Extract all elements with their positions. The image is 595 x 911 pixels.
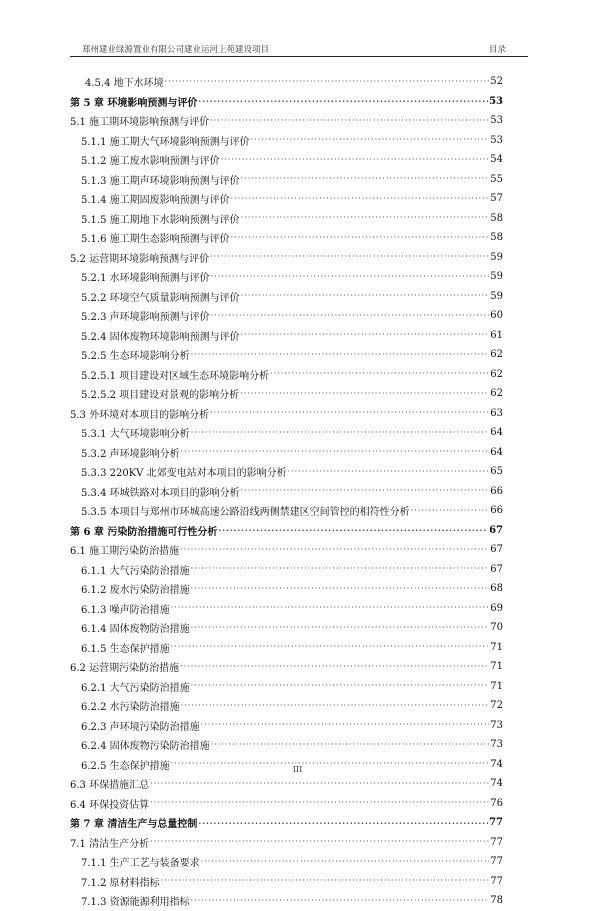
toc-entry[interactable] xyxy=(70,111,503,131)
toc-entry-title: 6.1.2 废水污染防治措施 xyxy=(81,585,190,597)
toc-dot-leader xyxy=(201,720,490,730)
toc-entry-page: 74 xyxy=(490,758,503,770)
toc-entry-page: 66 xyxy=(490,505,503,517)
toc-entry-page: 52 xyxy=(490,76,503,88)
toc-entry-page: 61 xyxy=(490,329,503,341)
toc-entry-page: 58 xyxy=(490,212,503,224)
toc-dot-leader xyxy=(270,369,489,379)
toc-dot-leader xyxy=(241,213,490,223)
toc-entry-title: 7.1.1 生产工艺与装备要求 xyxy=(81,858,200,870)
toc-entry[interactable] xyxy=(70,774,503,794)
toc-entry-title: 第 7 章 清洁生产与总量控制 xyxy=(70,819,198,831)
toc-entry[interactable] xyxy=(70,657,503,677)
toc-entry-title: 5.3.2 声环境影响分析 xyxy=(81,448,180,460)
toc-dot-leader xyxy=(161,876,490,886)
toc-dot-leader xyxy=(165,77,490,87)
toc-entry-page: 67 xyxy=(490,544,503,556)
toc-entry-page: 71 xyxy=(490,661,503,673)
page-number: III xyxy=(292,765,303,774)
toc-entry-title: 5.3.5 本项目与郑州市环城高速公路沿线两侧禁建区空间管控的相符性分析 xyxy=(81,507,410,519)
toc-dot-leader xyxy=(211,740,490,750)
toc-entry[interactable] xyxy=(70,540,503,560)
toc-dot-leader xyxy=(150,779,489,789)
toc-dot-leader xyxy=(198,96,488,106)
toc-entry[interactable] xyxy=(70,267,503,287)
toc-dot-leader xyxy=(191,350,490,360)
toc-entry-title: 5.3 外环境对本项目的影响分析 xyxy=(70,409,210,421)
toc-dot-leader xyxy=(180,662,489,672)
toc-dot-leader xyxy=(211,311,490,321)
toc-entry-title: 6.1.5 生态保护措施 xyxy=(81,643,170,655)
toc-entry-page: 53 xyxy=(490,134,503,146)
toc-entry-title: 5.3.3 220KV 北郊变电站对本项目的影响分析 xyxy=(81,468,287,480)
toc-dot-leader xyxy=(241,174,490,184)
toc-entry-page: 67 xyxy=(490,563,503,575)
toc-entry-title: 6.2.5 生态保护措施 xyxy=(81,760,170,772)
toc-entry-title: 6.4 环保投资估算 xyxy=(70,799,150,811)
toc-dot-leader xyxy=(180,545,489,555)
toc-dot-leader xyxy=(251,135,490,145)
toc-entry[interactable] xyxy=(70,579,503,599)
toc-entry[interactable] xyxy=(70,794,503,814)
toc-entry[interactable] xyxy=(70,443,503,463)
toc-entry-title: 5.1.5 施工期地下水影响预测与评价 xyxy=(81,214,240,226)
toc-dot-leader xyxy=(241,486,490,496)
toc-entry-page: 69 xyxy=(490,602,503,614)
toc-entry-title: 5.2.4 固体废物环境影响预测与评价 xyxy=(81,331,240,343)
toc-entry[interactable] xyxy=(70,852,503,872)
toc-entry-page: 53 xyxy=(490,115,503,127)
toc-entry-title: 6.2.2 水污染防治措施 xyxy=(81,702,180,714)
toc-entry[interactable] xyxy=(70,735,503,755)
toc-entry[interactable] xyxy=(70,404,503,424)
toc-entry-page: 73 xyxy=(490,739,503,751)
toc-entry[interactable] xyxy=(70,423,503,443)
toc-dot-leader xyxy=(210,116,489,126)
toc-entry-title: 7.1 清洁生产分析 xyxy=(70,838,150,850)
toc-entry-title: 第 5 章 环境影响预测与评价 xyxy=(70,97,198,109)
toc-entry-page: 70 xyxy=(490,622,503,634)
toc-entry-page: 53 xyxy=(489,95,503,107)
toc-entry-title: 6.2.1 大气污染防治措施 xyxy=(81,682,190,694)
toc-entry-title: 6.1.3 噪声防治措施 xyxy=(81,604,170,616)
toc-entry[interactable] xyxy=(70,326,503,346)
toc-entry-page: 60 xyxy=(490,310,503,322)
toc-entry-page: 64 xyxy=(490,427,503,439)
toc-entry[interactable] xyxy=(70,872,503,892)
toc-entry-title: 5.2.1 水环境影响预测与评价 xyxy=(81,273,210,285)
toc-entry-page: 58 xyxy=(490,232,503,244)
toc-entry-title: 5.1.2 施工废水影响预测与评价 xyxy=(81,156,220,168)
toc-entry-page: 77 xyxy=(490,856,503,868)
toc-entry[interactable] xyxy=(70,696,503,716)
toc-entry[interactable] xyxy=(70,638,503,658)
toc-entry[interactable] xyxy=(70,560,503,580)
toc-entry[interactable] xyxy=(70,306,503,326)
toc-entry-page: 64 xyxy=(490,446,503,458)
toc-dot-leader xyxy=(191,896,490,906)
toc-entry-page: 77 xyxy=(490,875,503,887)
toc-entry-title: 5.1.1 施工期大气环境影响预测与评价 xyxy=(81,136,250,148)
toc-entry-page: 77 xyxy=(489,817,503,829)
toc-entry[interactable] xyxy=(70,345,503,365)
toc-entry[interactable] xyxy=(70,501,503,521)
toc-entry-page: 62 xyxy=(490,388,503,400)
toc-entry[interactable] xyxy=(70,716,503,736)
toc-entry-page: 67 xyxy=(489,524,503,536)
toc-dot-leader xyxy=(191,623,490,633)
toc-entry-page: 63 xyxy=(490,407,503,419)
toc-entry-title: 6.1.4 固体废物防治措施 xyxy=(81,624,190,636)
toc-dot-leader xyxy=(231,233,490,243)
toc-dot-leader xyxy=(171,603,490,613)
toc-entry[interactable] xyxy=(70,833,503,853)
toc-entry[interactable] xyxy=(70,150,503,170)
toc-dot-leader xyxy=(221,155,490,165)
toc-entry[interactable] xyxy=(70,228,503,248)
toc-dot-leader xyxy=(191,428,490,438)
toc-entry-page: 59 xyxy=(490,271,503,283)
toc-entry-page: 57 xyxy=(490,193,503,205)
toc-entry[interactable] xyxy=(70,170,503,190)
toc-entry-page: 68 xyxy=(490,583,503,595)
toc-dot-leader xyxy=(191,564,490,574)
toc-entry-page: 71 xyxy=(490,680,503,692)
table-of-contents xyxy=(70,72,503,911)
toc-entry[interactable] xyxy=(70,287,503,307)
toc-dot-leader xyxy=(211,272,490,282)
toc-dot-leader xyxy=(210,408,489,418)
toc-entry-title: 5.3.4 环城铁路对本项目的影响分析 xyxy=(81,487,240,499)
toc-entry-title: 6.2 运营期污染防治措施 xyxy=(70,663,180,675)
toc-entry-title: 6.1.1 大气污染防治措施 xyxy=(81,565,190,577)
toc-entry-title: 5.3.1 大气环境影响分析 xyxy=(81,429,190,441)
toc-entry[interactable] xyxy=(70,209,503,229)
toc-dot-leader xyxy=(241,330,490,340)
toc-dot-leader xyxy=(150,798,489,808)
toc-entry-title: 6.2.3 声环境污染防治措施 xyxy=(81,721,200,733)
toc-dot-leader xyxy=(218,525,488,535)
toc-entry-title: 5.2.5.2 项目建设对景观的影响分析 xyxy=(81,390,240,402)
toc-entry-page: 62 xyxy=(490,368,503,380)
page-header xyxy=(70,42,528,57)
toc-dot-leader xyxy=(191,584,490,594)
toc-entry-title: 5.2.3 声环境影响预测与评价 xyxy=(81,312,210,324)
toc-chapter-entry[interactable] xyxy=(70,521,503,541)
toc-entry[interactable] xyxy=(70,462,503,482)
toc-entry[interactable] xyxy=(70,248,503,268)
toc-dot-leader xyxy=(198,818,488,828)
toc-dot-leader xyxy=(240,389,489,399)
toc-entry-title: 5.2.5.1 项目建设对区域生态环境影响分析 xyxy=(81,370,270,382)
toc-entry[interactable] xyxy=(70,891,503,911)
toc-dot-leader xyxy=(241,291,490,301)
toc-entry-title: 7.1.2 原材料指标 xyxy=(81,877,160,889)
toc-entry-page: 76 xyxy=(490,797,503,809)
toc-entry[interactable] xyxy=(70,131,503,151)
toc-entry-page: 59 xyxy=(490,251,503,263)
toc-dot-leader xyxy=(411,506,490,516)
toc-entry[interactable] xyxy=(70,677,503,697)
toc-entry-page: 65 xyxy=(490,466,503,478)
toc-entry-page: 55 xyxy=(490,173,503,185)
toc-chapter-entry[interactable] xyxy=(70,813,503,833)
toc-entry-page: 66 xyxy=(490,485,503,497)
toc-entry-title: 6.3 环保措施汇总 xyxy=(70,780,150,792)
toc-entry[interactable] xyxy=(70,365,503,385)
toc-chapter-entry[interactable] xyxy=(70,92,503,112)
toc-dot-leader xyxy=(181,701,490,711)
toc-entry[interactable] xyxy=(70,72,503,92)
toc-entry-title: 6.2.4 固体废物污染防治措施 xyxy=(81,741,210,753)
toc-dot-leader xyxy=(231,194,490,204)
toc-dot-leader xyxy=(288,467,490,477)
toc-entry-title: 第 6 章 污染防治措施可行性分析 xyxy=(70,526,218,538)
toc-entry[interactable] xyxy=(70,384,503,404)
toc-entry-page: 54 xyxy=(490,154,503,166)
toc-entry[interactable] xyxy=(70,482,503,502)
toc-entry-page: 78 xyxy=(490,895,503,907)
toc-entry-page: 72 xyxy=(490,700,503,712)
toc-entry-title: 6.1 施工期污染防治措施 xyxy=(70,546,180,558)
toc-dot-leader xyxy=(150,837,489,847)
toc-dot-leader xyxy=(191,681,490,691)
toc-entry-title: 5.2 运营期环境影响预测与评价 xyxy=(70,253,210,265)
toc-entry-page: 71 xyxy=(490,641,503,653)
toc-entry-title: 5.1.4 施工期固废影响预测与评价 xyxy=(81,195,230,207)
toc-entry-page: 74 xyxy=(490,778,503,790)
toc-dot-leader xyxy=(201,857,490,867)
toc-entry[interactable] xyxy=(70,618,503,638)
toc-entry-page: 62 xyxy=(490,349,503,361)
header-section-label: 目录 xyxy=(488,45,506,55)
toc-entry-page: 77 xyxy=(490,836,503,848)
toc-entry-title: 7.1.3 资源能源利用指标 xyxy=(81,897,190,909)
toc-entry-title: 5.2.5 生态环境影响分析 xyxy=(81,351,190,363)
toc-entry-title: 5.1.3 施工期声环境影响预测与评价 xyxy=(81,175,240,187)
toc-dot-leader xyxy=(171,642,490,652)
toc-entry-title: 5.1.6 施工期生态影响预测与评价 xyxy=(81,234,230,246)
toc-entry-page: 73 xyxy=(490,719,503,731)
toc-dot-leader xyxy=(181,447,490,457)
toc-entry-page: 59 xyxy=(490,290,503,302)
toc-dot-leader xyxy=(210,252,489,262)
toc-entry-title: 5.2.2 环境空气质量影响预测与评价 xyxy=(81,292,240,304)
toc-entry-title: 4.5.4 地下水环境 xyxy=(85,78,164,90)
header-project-title: 郑州建业绿源置业有限公司建业运河上苑建设项目 xyxy=(82,45,270,55)
toc-entry[interactable] xyxy=(70,189,503,209)
toc-entry-title: 5.1 施工期环境影响预测与评价 xyxy=(70,117,210,129)
toc-entry[interactable] xyxy=(70,599,503,619)
